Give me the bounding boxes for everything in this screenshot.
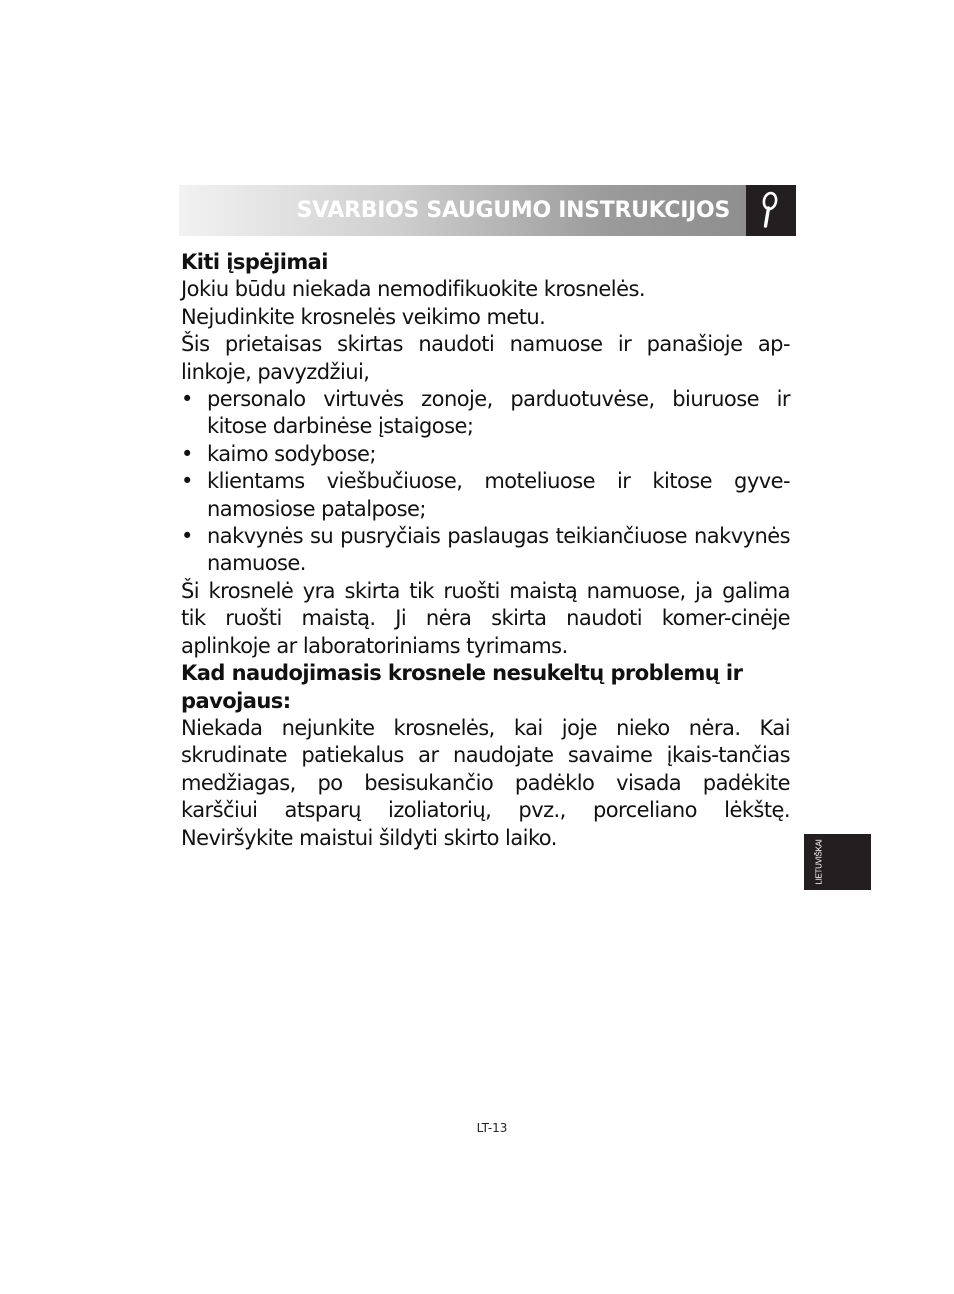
warning-no-modify: Jokiu būdu niekada nemodifikuokite krosnelės.: [181, 277, 645, 302]
list-item-text: personalo virtuvės zonoje, parduotuvėse, biuruose ir kitose darbinėse įstaigose;: [207, 387, 790, 439]
heading-safe-use: Kad naudojimasis krosnele nesukeltų problemų ir pavojaus:: [181, 661, 743, 713]
bullet-icon: •: [181, 469, 193, 494]
list-item: [181, 441, 790, 468]
heading-other-warnings: Kiti įspėjimai: [181, 250, 328, 274]
safe-use-paragraph: Niekada nejunkite krosnelės, kai joje nieko nėra. Kai skrudinate patiekalus ar naudojate savaime įkais-tančias medžiagas, po besisukančio padėklo visada padėkite karščiui atsparų izoliatorių, pvz., porceliano lėkštę. Neviršykite maistui šildyti skirto laiko.: [181, 715, 790, 850]
main-content: [181, 249, 790, 852]
intended-use-paragraph: Šis prietaisas skirtas naudoti namuose ir panašioje ap-linkoje, pavyzdžiui,: [181, 332, 790, 384]
bullet-icon: •: [181, 387, 193, 412]
language-tab-label: LIETUVIŠKAI: [814, 839, 824, 885]
exclamation-icon: [746, 185, 796, 236]
section-title: SVARBIOS SAUGUMO INSTRUKCIJOS: [296, 198, 730, 223]
section-header: [179, 185, 796, 236]
warning-icon-box: [746, 185, 796, 236]
bullet-icon: •: [181, 524, 193, 549]
language-tab: [804, 834, 871, 890]
list-item-text: kaimo sodybose;: [207, 441, 376, 466]
list-item: [181, 468, 790, 523]
home-use-paragraph: Ši krosnelė yra skirta tik ruošti maistą namuose, ja galima tik ruošti maistą. Ji nėra skirta naudoti komer-cinėje aplinkoje ar laboratoriniams tyrimams.: [181, 578, 790, 658]
list-item: [181, 523, 790, 578]
page-number: LT-13: [476, 1121, 508, 1135]
list-item-text: klientams viešbučiuose, moteliuose ir kitose gyve-namosiose patalpose;: [207, 469, 790, 521]
bullet-icon: •: [181, 441, 193, 466]
warning-no-move: Nejudinkite krosnelės veikimo metu.: [181, 304, 546, 329]
list-item-text: nakvynės su pusryčiais paslaugas teikiančiuose nakvynės namuose.: [207, 524, 790, 576]
usage-locations-list: [181, 386, 790, 578]
list-item: [181, 386, 790, 441]
